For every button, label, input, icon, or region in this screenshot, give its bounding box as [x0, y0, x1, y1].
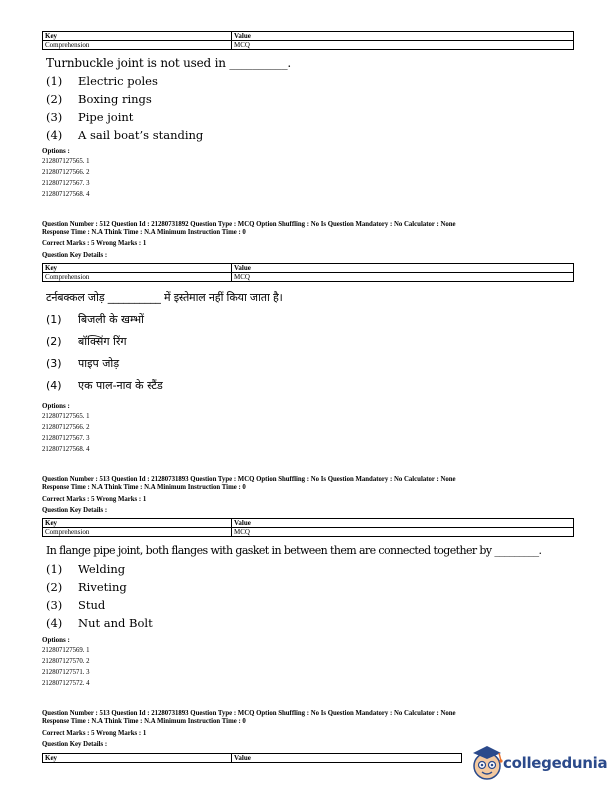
table-key-header: Key — [43, 754, 232, 763]
question-meta-response: Response Time : N.A Think Time : N.A Minimum Instruction Time : 0 — [42, 718, 246, 725]
table-value-cell: MCQ — [232, 273, 574, 282]
table-key-header: Key — [43, 519, 232, 528]
option-3: (3) पाइप जोड़ — [46, 357, 120, 370]
option-2: (2) बॉक्सिंग रिंग — [46, 335, 127, 348]
table-key-cell: Comprehension — [43, 273, 232, 282]
table-value-header: Value — [232, 519, 574, 528]
collegedunia-wordmark: collegedunia — [503, 754, 608, 772]
table-key-cell: Comprehension — [43, 41, 232, 50]
question-marks: Correct Marks : 5 Wrong Marks : 1 — [42, 496, 147, 503]
option-id: 212807127567. 3 — [42, 435, 90, 442]
options-label: Options : — [42, 636, 70, 644]
option-id: 212807127569. 1 — [42, 647, 90, 654]
option-1: (1) बिजली के खम्भों — [46, 313, 144, 326]
table-value-header: Value — [232, 264, 574, 273]
table-key-cell: Comprehension — [43, 528, 232, 537]
question-key-details-label: Question Key Details : — [42, 507, 108, 514]
table-key-header: Key — [43, 32, 232, 41]
option-4: (4) एक पाल-नाव के स्टैंड — [46, 379, 163, 392]
question-meta: Question Number : 513 Question Id : 21280731893 Question Type : MCQ Option Shuffling : No Is Question Mandatory : No Calculator : None — [42, 476, 456, 483]
option-id: 212807127571. 3 — [42, 669, 90, 676]
question-meta: Question Number : 512 Question Id : 21280731892 Question Type : MCQ Option Shuffling : No Is Question Mandatory : No Calculator : None — [42, 221, 456, 228]
table-value-cell: MCQ — [232, 528, 574, 537]
option-id: 212807127572. 4 — [42, 680, 90, 687]
option-2: (2) Boxing rings — [46, 92, 152, 106]
table-value-header: Value — [232, 754, 462, 763]
question-text: Turnbuckle joint is not used in __________. — [46, 56, 291, 70]
question-text: In flange pipe joint, both flanges with gasket in between them are connected together by _________. — [46, 544, 542, 557]
option-4: (4) A sail boat’s standing — [46, 128, 204, 142]
key-value-table — [42, 753, 462, 763]
option-id: 212807127568. 4 — [42, 446, 90, 453]
options-label: Options : — [42, 402, 70, 410]
option-id: 212807127566. 2 — [42, 169, 90, 176]
key-value-table — [42, 263, 574, 282]
option-id: 212807127566. 2 — [42, 424, 90, 431]
option-4: (4) Nut and Bolt — [46, 616, 153, 630]
question-meta-response: Response Time : N.A Think Time : N.A Minimum Instruction Time : 0 — [42, 229, 246, 236]
table-value-cell: MCQ — [232, 41, 574, 50]
option-id: 212807127567. 3 — [42, 180, 90, 187]
table-key-header: Key — [43, 264, 232, 273]
question-meta: Question Number : 513 Question Id : 21280731893 Question Type : MCQ Option Shuffling : No Is Question Mandatory : No Calculator : None — [42, 710, 456, 717]
option-id: 212807127568. 4 — [42, 191, 90, 198]
option-id: 212807127565. 1 — [42, 158, 90, 165]
options-label: Options : — [42, 147, 70, 155]
question-marks: Correct Marks : 5 Wrong Marks : 1 — [42, 730, 147, 737]
table-value-header: Value — [232, 32, 574, 41]
option-1: (1) Electric poles — [46, 74, 158, 88]
option-3: (3) Pipe joint — [46, 110, 134, 124]
question-text: टर्नबक्कल जोड़ __________ में इस्तेमाल नहीं किया जाता है। — [46, 291, 283, 304]
key-value-table — [42, 31, 574, 50]
key-value-table — [42, 518, 574, 537]
question-key-details-label: Question Key Details : — [42, 741, 108, 748]
question-meta-response: Response Time : N.A Think Time : N.A Minimum Instruction Time : 0 — [42, 484, 246, 491]
option-2: (2) Riveting — [46, 580, 127, 594]
option-id: 212807127570. 2 — [42, 658, 90, 665]
option-3: (3) Stud — [46, 598, 106, 612]
question-marks: Correct Marks : 5 Wrong Marks : 1 — [42, 240, 147, 247]
option-id: 212807127565. 1 — [42, 413, 90, 420]
question-key-details-label: Question Key Details : — [42, 252, 108, 259]
option-1: (1) Welding — [46, 562, 126, 576]
